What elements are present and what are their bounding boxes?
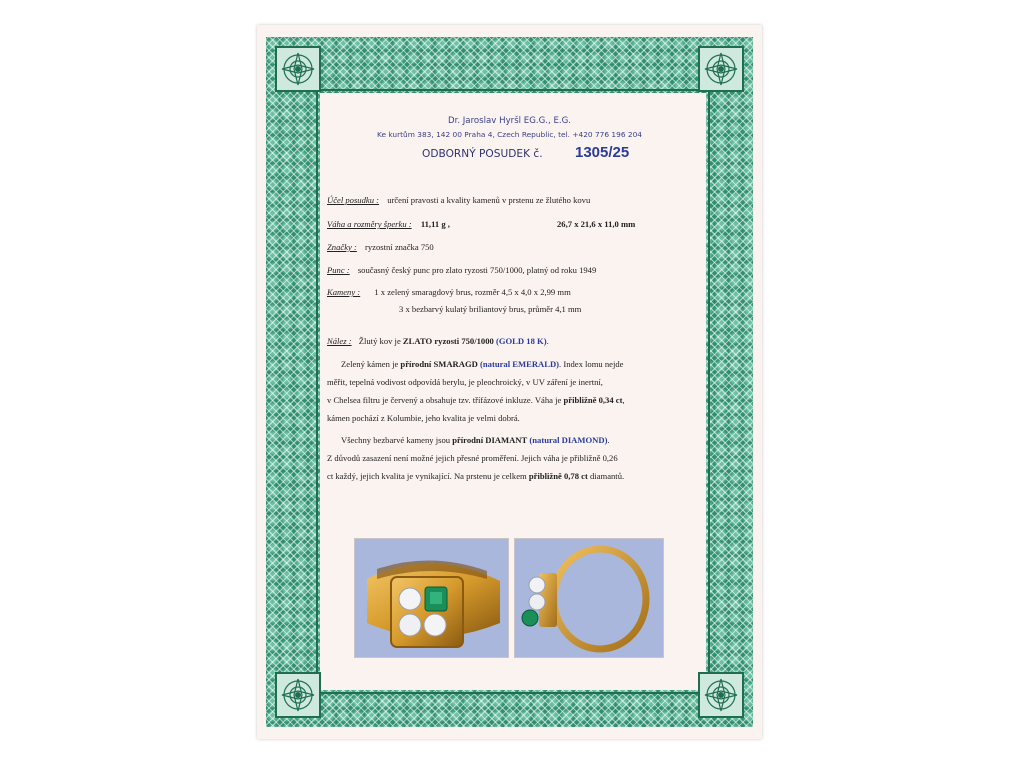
hallmark-label: Punc :	[327, 265, 350, 275]
finding-row	[327, 336, 549, 346]
ring-side-photo	[514, 538, 664, 658]
diamond-text-end: diamantů.	[587, 471, 625, 481]
finding-gold: ZLATO ryzosti 750/1000	[402, 336, 494, 346]
finding-text: Žlutý kov je	[358, 336, 403, 346]
emerald-text-end: . Index lomu nejde	[559, 359, 624, 369]
marks-row	[327, 242, 434, 252]
diamond-line-2: Z důvodů zasazení není možné jejich přesné proměření. Jejich váha je přibližně 0,26	[327, 453, 618, 463]
stones-line-2: 3 x bezbarvý kulatý briliantový brus, průměr 4,1 mm	[399, 304, 582, 314]
weight-label: Váha a rozměry šperku :	[327, 219, 412, 229]
diamond-verdict-en: (natural DIAMOND)	[529, 435, 608, 445]
emerald-line-2: měřit, tepelná vodivost odpovídá berylu, je pleochroický, v UV záření je inertní,	[327, 377, 603, 387]
document-number: 1305/25	[575, 144, 630, 161]
certificate-sheet	[257, 25, 762, 739]
diamond-period: .	[607, 435, 610, 445]
expert-name: Dr. Jaroslav Hyršl EG.G., E.G.	[447, 116, 572, 126]
hallmark-value: současný český punc pro zlato ryzosti 750/1000, platný od roku 1949	[357, 265, 597, 275]
diamond-line-1	[341, 435, 610, 445]
finding-gold-en: (GOLD 18 K)	[495, 336, 547, 346]
stones-label: Kameny :	[327, 287, 361, 297]
purpose-value: určení pravosti a kvality kamenů v prstenu ze žlutého kovu	[387, 195, 591, 205]
diamond-verdict: přírodní DIAMANT	[452, 435, 528, 445]
emerald-comma: ,	[622, 395, 625, 405]
purpose-row	[327, 195, 590, 205]
diamond-text: Všechny bezbarvé kameny jsou	[341, 435, 453, 445]
emerald-text-3: v Chelsea filtru je červený a obsahuje tzv. třífázové inkluze. Váha je	[327, 395, 564, 405]
weight-row	[327, 219, 727, 229]
emerald-verdict: přírodní SMARAGD	[400, 359, 478, 369]
stones-row	[327, 287, 571, 297]
diamond-total: přibližně 0,78 ct	[528, 471, 588, 481]
emerald-weight: přibližně 0,34 ct	[563, 395, 623, 405]
purpose-label: Účel posudku :	[327, 195, 380, 205]
emerald-verdict-en: (natural EMERALD)	[480, 359, 560, 369]
dimensions-value: 26,7 x 21,6 x 11,0 mm	[557, 219, 636, 229]
ring-front-photo	[354, 538, 509, 658]
finding-period: .	[546, 336, 549, 346]
diamond-line-3	[327, 471, 624, 481]
emerald-text: Zelený kámen je	[341, 359, 401, 369]
finding-label: Nález :	[327, 336, 352, 346]
document-title: ODBORNÝ POSUDEK č.	[422, 148, 543, 160]
emerald-line-4: kámen pochází z Kolumbie, jeho kvalita je velmi dobrá.	[327, 413, 520, 423]
diamond-text-3: ct každý, jejich kvalita je vynikající. Na prstenu je celkem	[327, 471, 529, 481]
marks-value: ryzostní značka 750	[364, 242, 434, 252]
hallmark-row	[327, 265, 596, 275]
weight-value: 11,11 g ,	[420, 219, 450, 229]
emerald-line-1	[341, 359, 623, 369]
stones-line-1: 1 x zelený smaragdový brus, rozměr 4,5 x 4,0 x 2,99 mm	[374, 287, 571, 297]
marks-label: Značky :	[327, 242, 357, 252]
emerald-line-3	[327, 395, 625, 405]
expert-address: Ke kurtům 383, 142 00 Praha 4, Czech Republic, tel. +420 776 196 204	[377, 130, 642, 139]
